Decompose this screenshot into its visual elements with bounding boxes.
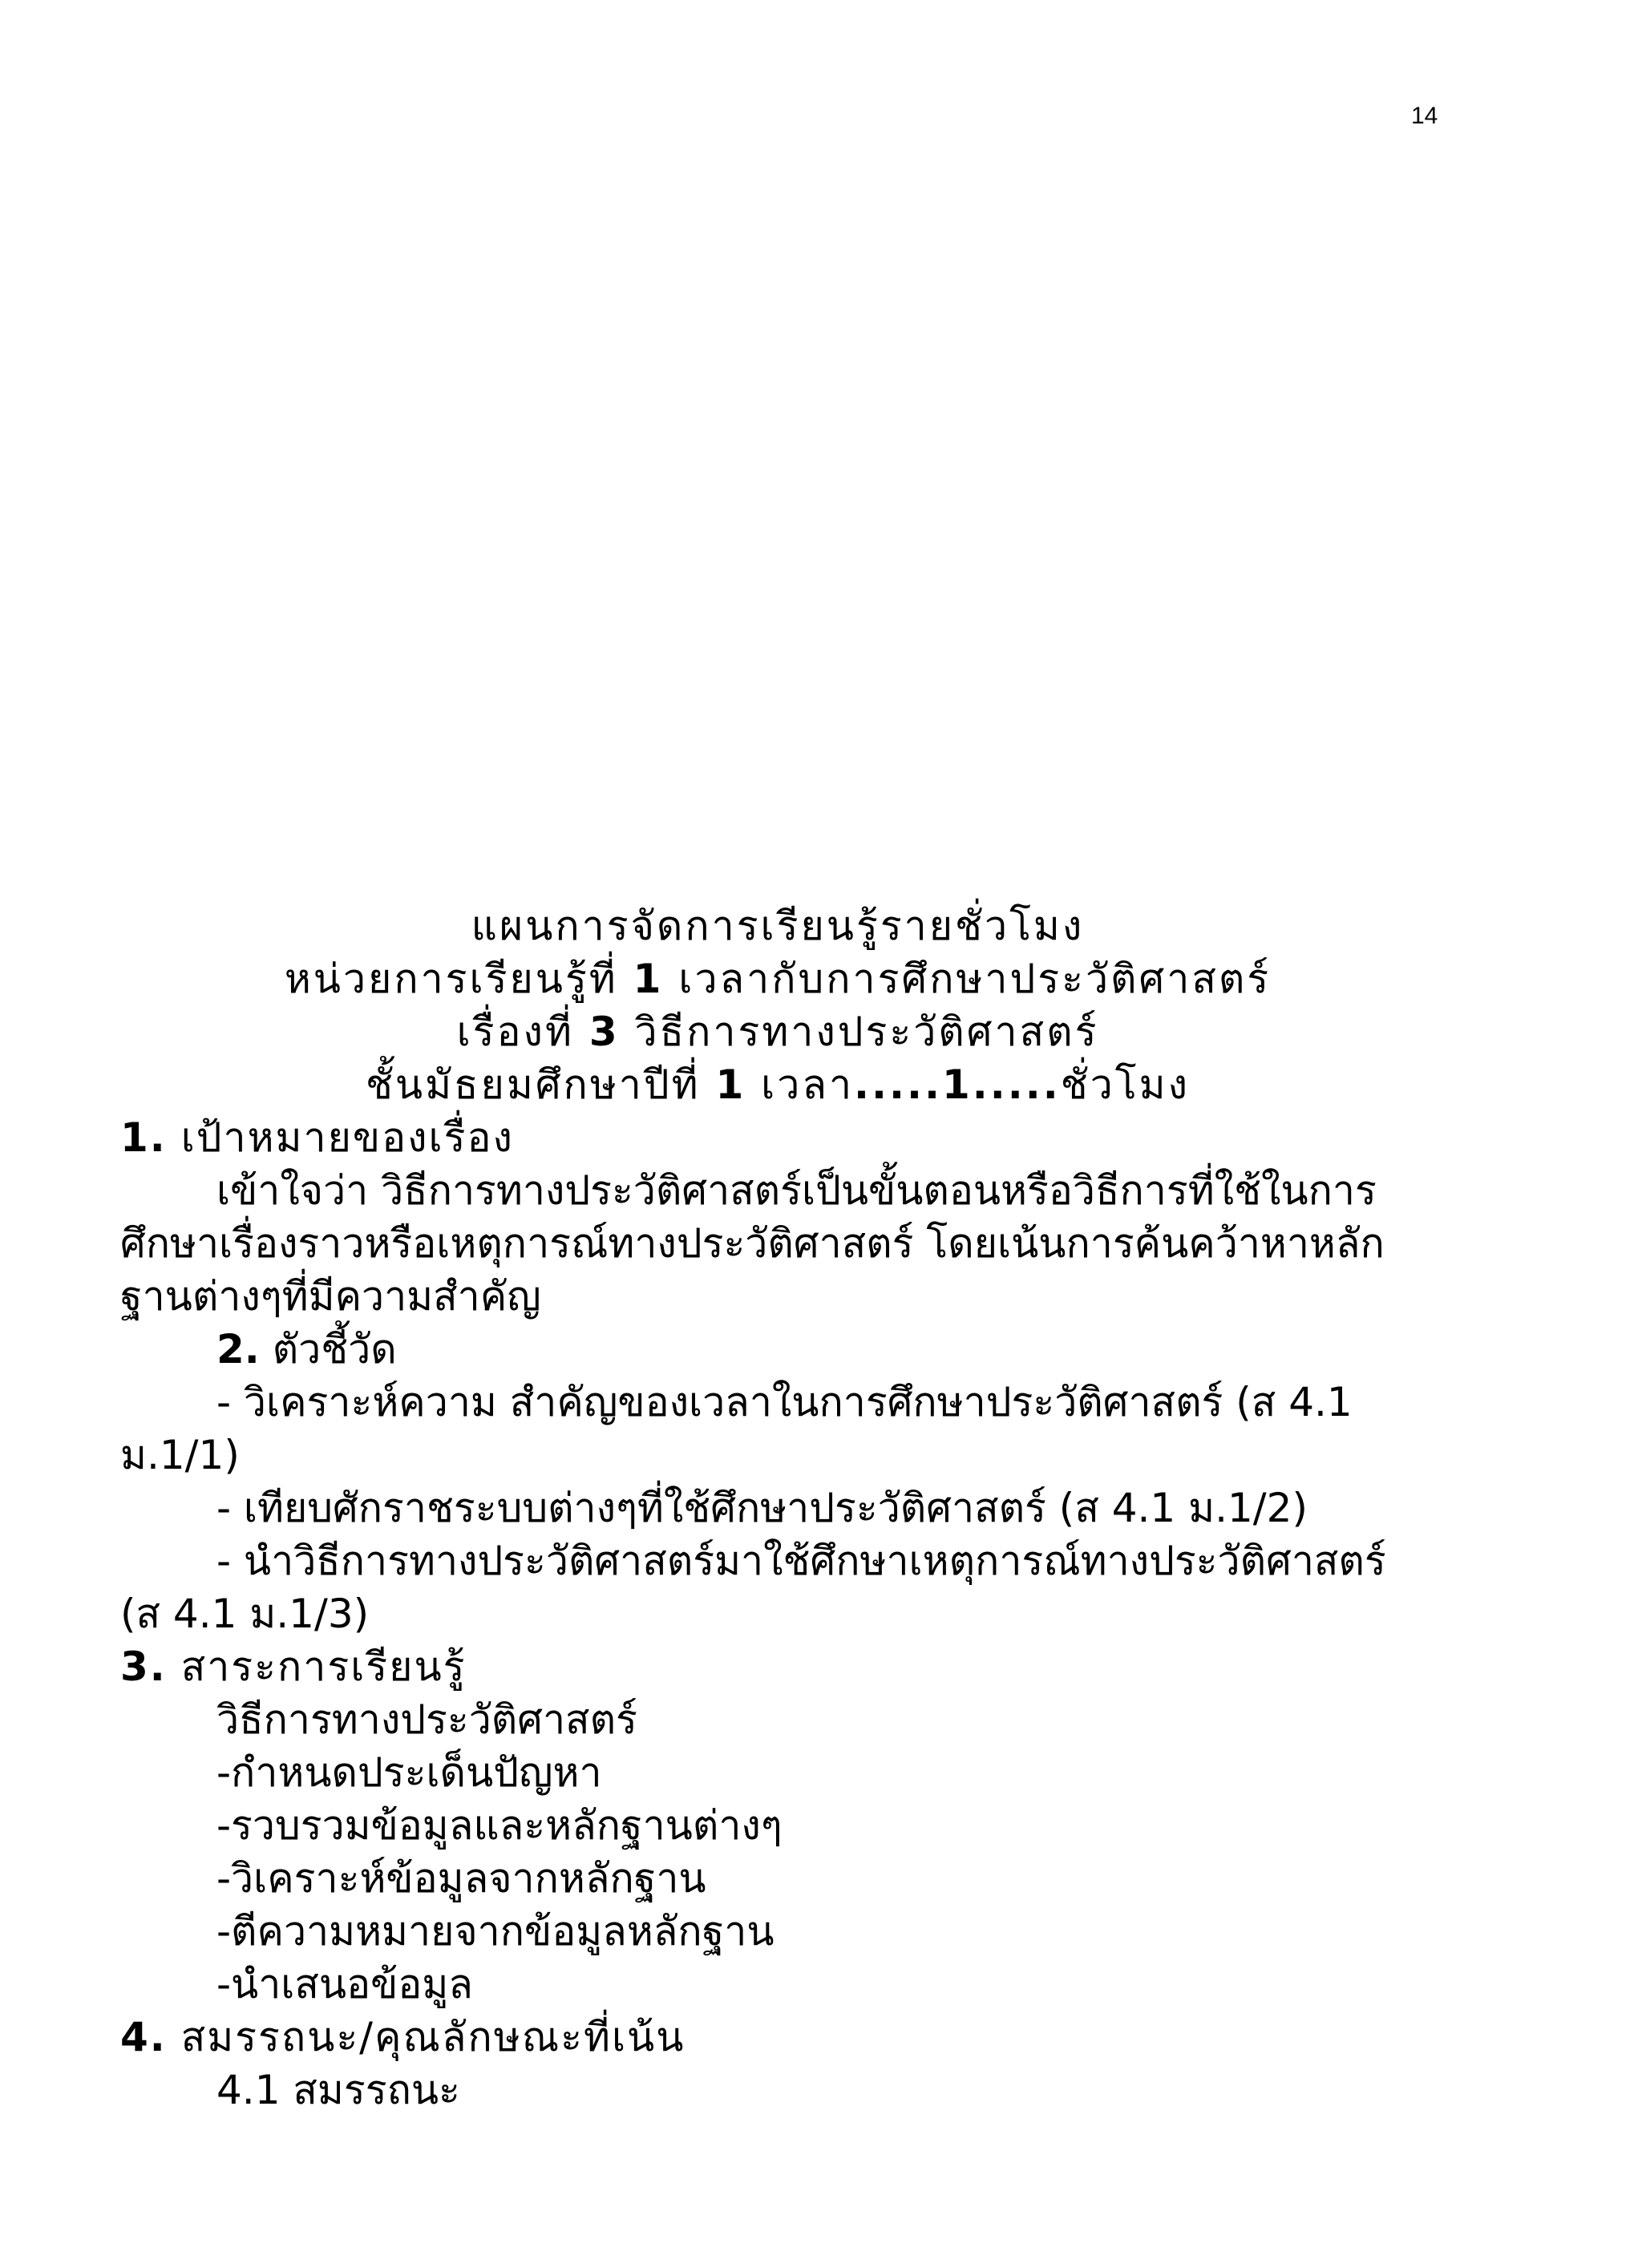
content-item: -รวบรวมข้อมูลและหลักฐานต่างๆ bbox=[216, 1802, 783, 1849]
content-item: วิธีการทางประวัติศาสตร์ bbox=[216, 1696, 637, 1743]
content-item: -วิเคราะห์ข้อมูลจากหลักฐาน bbox=[216, 1855, 706, 1902]
indicator-item-continued: ม.1/1) bbox=[120, 1432, 240, 1478]
unit-title: หน่วยการเรียนรู้ที่ 1 เวลากับการศึกษาประวัติศาสตร์ bbox=[284, 956, 1272, 1002]
topic-title: เรื่องที่ 3 วิธีการทางประวัติศาสตร์ bbox=[456, 1009, 1099, 1055]
section1-heading: 1. เป้าหมายของเรื่อง bbox=[120, 1114, 514, 1161]
section3-heading: 3. สาระการเรียนรู้ bbox=[120, 1643, 467, 1690]
indicator-item: - นำวิธีการทางประวัติศาสตร์มาใช้ศึกษาเหตุการณ์ทางประวัติศาสตร์ bbox=[216, 1538, 1386, 1584]
section1-body-line: ศึกษาเรื่องราวหรือเหตุการณ์ทางประวัติศาสตร์ โดยเน้นการค้นคว้าหาหลัก bbox=[120, 1220, 1385, 1267]
plan-title: แผนการจัดการเรียนรู้รายชั่วโมง bbox=[471, 903, 1085, 949]
content-item: -กำหนดประเด็นปัญหา bbox=[216, 1749, 602, 1796]
grade-time-line: ชั้นมัธยมศึกษาปีที่ 1 เวลา.....1.....ชั่วโมง bbox=[365, 1061, 1191, 1108]
section1-body-line: เข้าใจว่า วิธีการทางประวัติศาสตร์เป็นขั้นตอนหรือวิธีการที่ใช้ในการ bbox=[216, 1167, 1377, 1214]
section1-body-line: ฐานต่างๆที่มีความสำคัญ bbox=[120, 1273, 541, 1320]
section4-subheading: 4.1 สมรรถนะ bbox=[216, 2067, 460, 2113]
indicator-item: - วิเคราะห์ความ สำคัญของเวลาในการศึกษาประวัติศาสตร์ (ส 4.1 bbox=[216, 1379, 1353, 1425]
section2-heading: 2. ตัวชี้วัด bbox=[216, 1326, 397, 1373]
indicator-item-continued: (ส 4.1 ม.1/3) bbox=[120, 1591, 370, 1637]
content-item: -ตีความหมายจากข้อมูลหลักฐาน bbox=[216, 1908, 774, 1955]
section4-heading: 4. สมรรถนะ/คุณลักษณะที่เน้น bbox=[120, 2014, 686, 2060]
document-body bbox=[120, 900, 1435, 2116]
page-number: 14 bbox=[1411, 103, 1438, 129]
indicator-item: - เทียบศักราชระบบต่างๆที่ใช้ศึกษาประวัติศาสตร์ (ส 4.1 ม.1/2) bbox=[216, 1485, 1308, 1531]
content-item: -นำเสนอข้อมูล bbox=[216, 1961, 473, 2007]
